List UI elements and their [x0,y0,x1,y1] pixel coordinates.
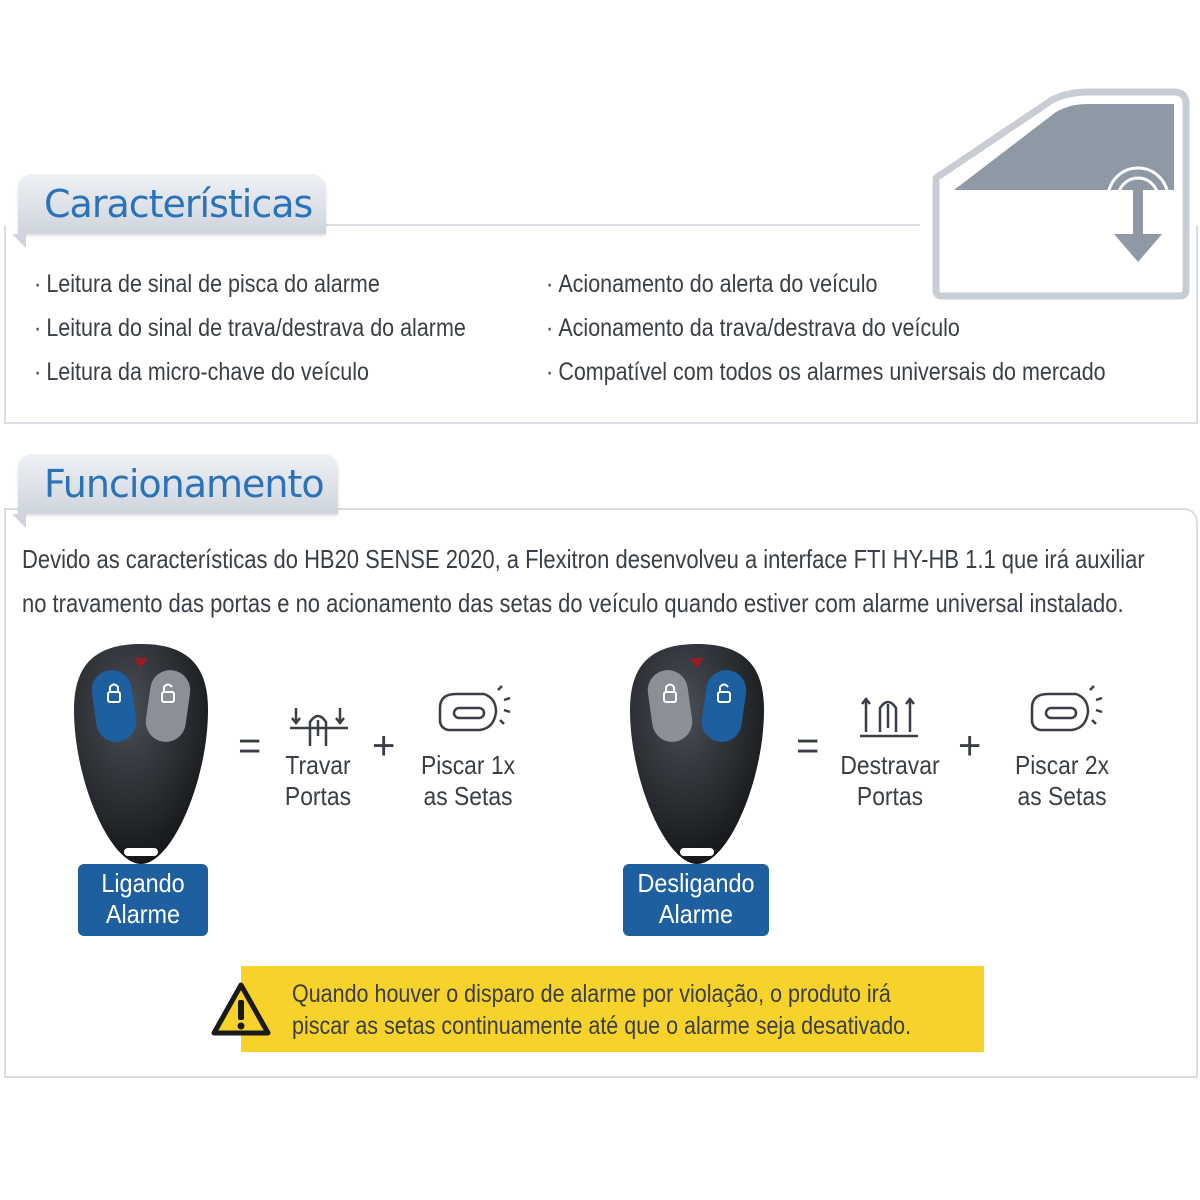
plus-sign: + [958,724,982,768]
turn-signal-icon [1026,684,1106,744]
description-line-2: no travamento das portas e no acionamento das setas do veículo quando estiver com alarme universal instalado. [22,588,1124,618]
car-remote-icon [70,640,212,868]
feature-item: · Acionamento do alerta do veículo [546,270,878,298]
funcionamento-tab-tail [12,514,26,528]
warning-text-line-1: Quando houver o disparo de alarme por violação, o produto irá [292,980,891,1008]
equals-sign: = [238,724,262,768]
feature-item: · Leitura do sinal de trava/destrava do alarme [34,314,466,342]
caracteristicas-title: Características [44,182,313,226]
lock-doors-icon [288,706,350,750]
ligando-badge: Ligando Alarme [78,864,208,936]
caracteristicas-tab [18,174,326,234]
blink-signals-label: Piscar 2x as Setas [1014,750,1110,811]
warning-text-line-2: piscar as setas continuamente até que o alarme seja desativado. [292,1012,912,1040]
funcionamento-tab [18,454,338,514]
description-line-1: Devido as características do HB20 SENSE 2020, a Flexitron desenvolveu a interface FTI HY-HB 1.1 que irá auxiliar [22,544,1145,574]
funcionamento-title: Funcionamento [44,462,324,506]
desligando-badge: Desligando Alarme [623,864,769,936]
plus-sign: + [372,724,396,768]
feature-item: · Acionamento da trava/destrava do veículo [546,314,960,342]
unlock-doors-label: Destravar Portas [840,750,940,811]
unlock-doors-icon [858,694,920,740]
caracteristicas-top-line [320,224,920,226]
door-lock-icon [928,86,1192,302]
blink-signals-label: Piscar 1x as Setas [420,750,516,811]
caracteristicas-tab-tail [12,234,26,248]
turn-signal-icon [434,684,514,744]
warning-icon [210,980,272,1038]
feature-item: · Leitura de sinal de pisca do alarme [34,270,380,298]
feature-item: · Leitura da micro-chave do veículo [34,358,369,386]
lock-doors-label: Travar Portas [284,750,352,811]
equals-sign: = [796,724,820,768]
feature-item: · Compatível com todos os alarmes universais do mercado [546,358,1106,386]
car-remote-icon [626,640,768,868]
